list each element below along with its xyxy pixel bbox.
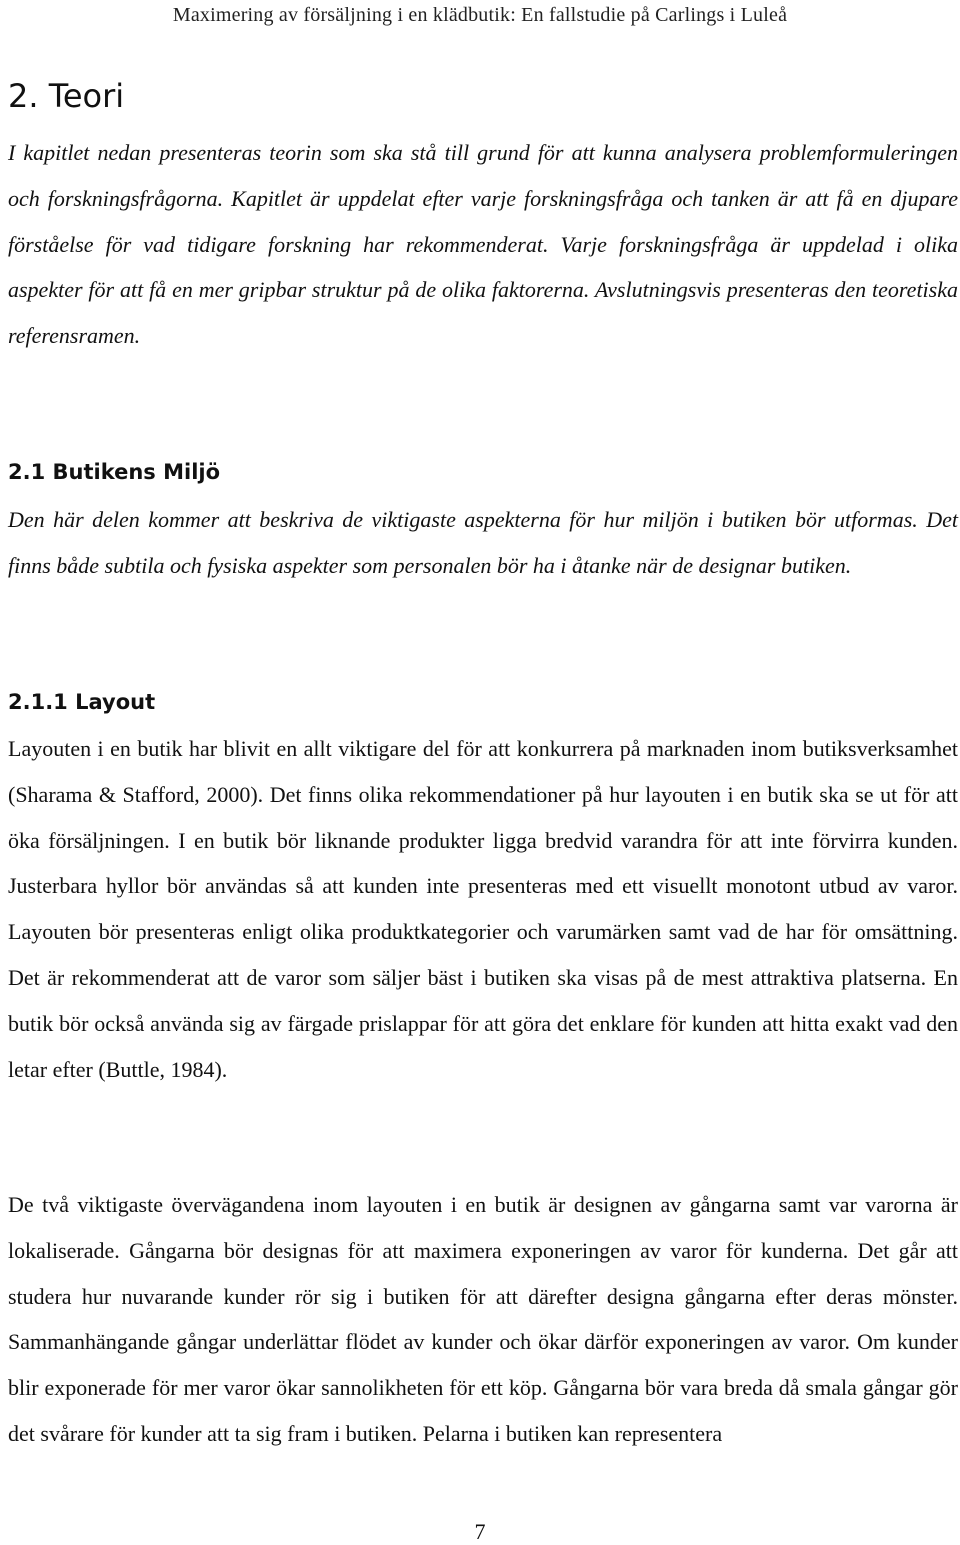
section-heading-teori: 2. Teori	[8, 77, 125, 115]
subsubsection-heading-layout: 2.1.1 Layout	[8, 690, 156, 714]
page-number: 7	[474, 1519, 486, 1544]
layout-paragraph-1: Layouten i en butik har blivit en allt viktigare del för att konkurrera på marknaden inom butiksverksamhet (Sharama & Stafford, 2000). Det finns olika rekommendationer på hur layouten i en butik ska se ut för att öka försäljningen. I en butik bör liknande produkter ligga bredvid varandra för att inte förvirra kunden. Justerbara hyllor bör användas så att kunden inte presenteras med ett visuellt monotont utbud av varor. Layouten bör presenteras enligt olika produktkategorier och varumärken samt vad de har för omsättning. Det är rekommenderat att de varor som säljer bäst i butiken ska visas på de mest attraktiva platserna. En butik bör också använda sig av färgade prislappar för att göra det enklare för kunden att hitta exakt vad den letar efter (Buttle, 1984).	[8, 736, 958, 1082]
layout-paragraph-2: De två viktigaste övervägandena inom layouten i en butik är designen av gångarna samt var varorna är lokaliserade. Gångarna bör designas för att maximera exponeringen av varor för kunderna. Det går att studera hur nuvarande kunder rör sig i butiken för att därefter designa gångarna efter deras mönster. Sammanhängande gångar underlättar flödet av kunder och ökar därför exponeringen av varor. Om kunder blir exponerade för mer varor ökar sannolikheten för ett köp. Gångarna bör vara breda då smala gångar gör det svårare för kunder att ta sig fram i butiken. Pelarna i butiken kan representera	[8, 1192, 958, 1446]
running-header: Maximering av försäljning i en klädbutik: En fallstudie på Carlings i Luleå	[172, 4, 788, 26]
theory-intro-paragraph: I kapitlet nedan presenteras teorin som ska stå till grund för att kunna analysera problemformuleringen och forskningsfrågorna. Kapitlet är uppdelat efter varje forskningsfråga och tanken är att få en djupare förståelse för vad tidigare forskning har rekommenderat. Varje forskningsfråga är uppdelad i olika aspekter för att få en mer gripbar struktur på de olika faktorerna. Avslutningsvis presenteras den teoretiska referensramen.	[8, 140, 958, 349]
store-environment-intro-paragraph: Den här delen kommer att beskriva de viktigaste aspekterna för hur miljön i butiken bör utformas. Det finns både subtila och fysiska aspekter som personalen bör ha i åtanke när de designar butiken.	[8, 507, 958, 578]
subsection-heading-butikens-miljo: 2.1 Butikens Miljö	[8, 460, 221, 484]
